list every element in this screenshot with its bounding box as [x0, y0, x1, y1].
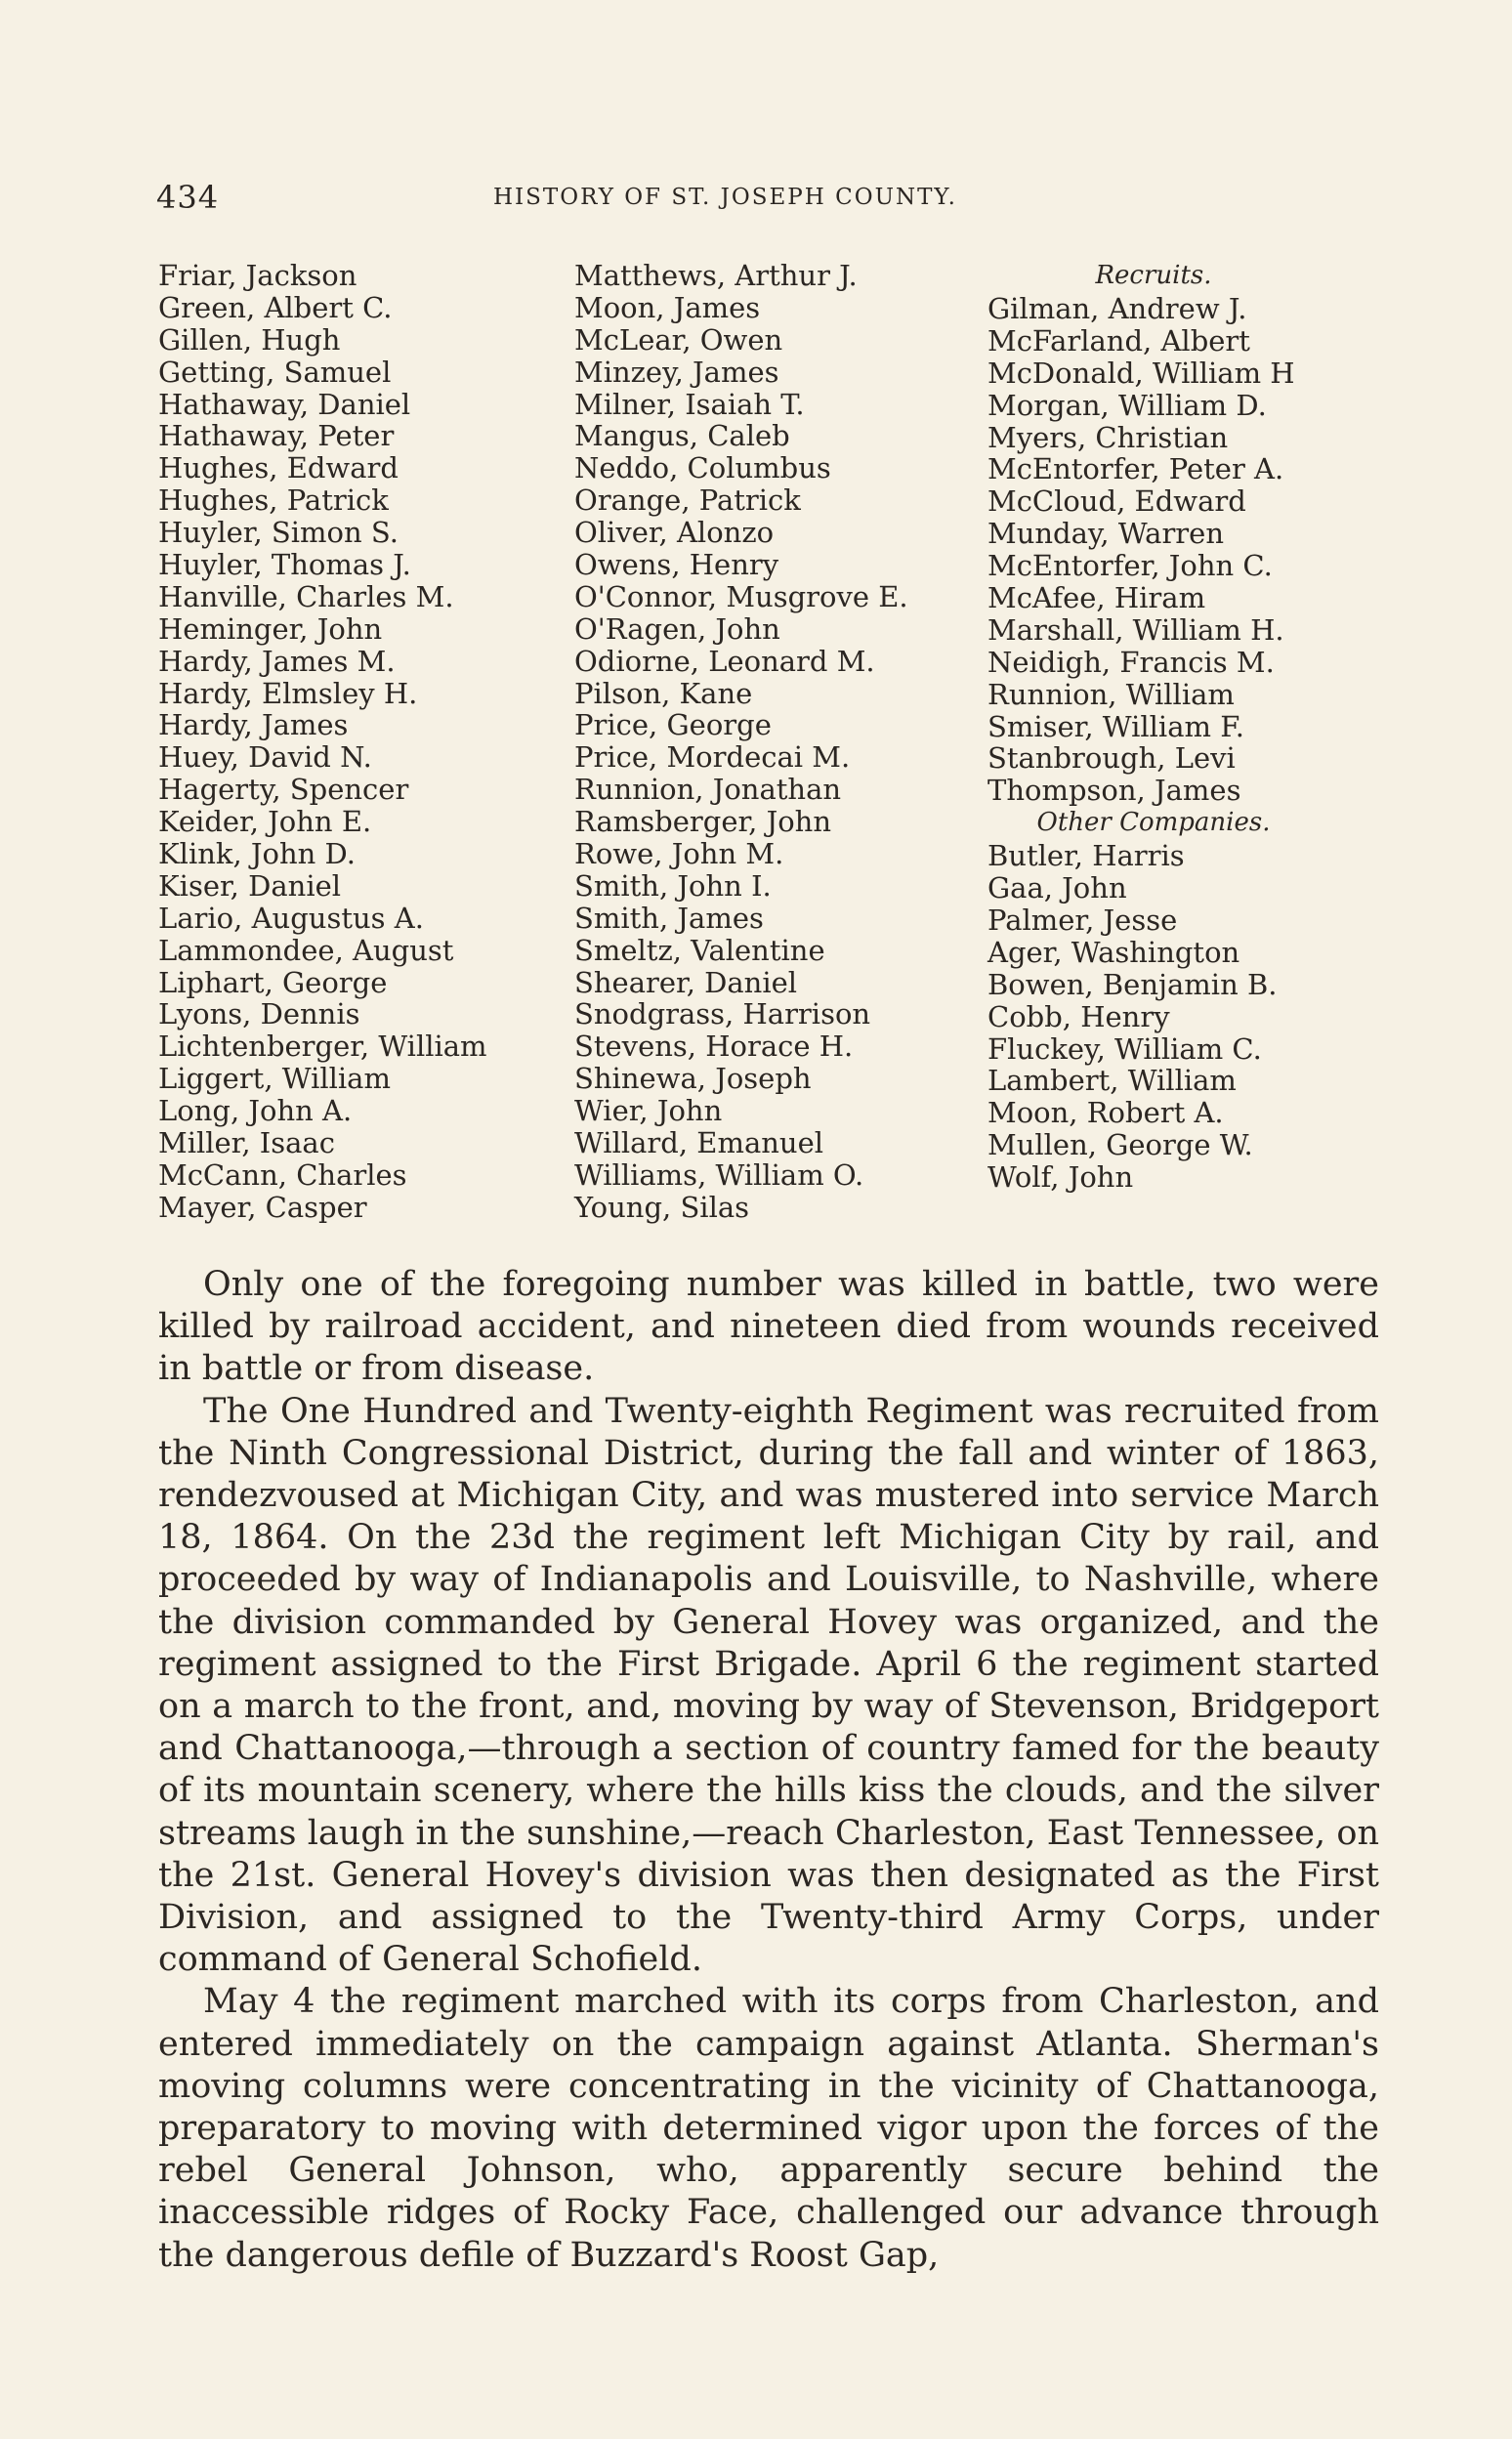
- roster-name: Minzey, James: [574, 355, 779, 389]
- roster-name: Matthews, Arthur J.: [574, 259, 858, 292]
- roster-name: Orange, Patrick: [574, 484, 801, 518]
- roster-name: Shinewa, Joseph: [574, 1062, 812, 1096]
- roster-name: McAfee, Hiram: [987, 581, 1206, 615]
- roster-name: Huey, David N.: [158, 740, 372, 775]
- roster-column-3: [987, 260, 1320, 1194]
- roster-name: Gillen, Hugh: [158, 322, 341, 357]
- roster-name: Morgan, William D.: [987, 388, 1267, 422]
- paragraph: Only one of the foregoing number was killed in battle, two were killed by railroad accident, and nineteen died from wounds received in battle or from disease.: [158, 1265, 1379, 1389]
- roster-name: Hardy, James: [158, 708, 349, 742]
- roster-name: Lammondee, August: [158, 933, 454, 967]
- roster-name: Cobb, Henry: [987, 999, 1170, 1033]
- roster-name: Fluckey, William C.: [987, 1031, 1262, 1066]
- roster-name: Hughes, Edward: [158, 451, 399, 485]
- roster-name: Mullen, George W.: [987, 1128, 1253, 1162]
- roster-name: Hardy, James M.: [158, 644, 396, 678]
- roster-name: McDonald, William H: [987, 356, 1295, 390]
- paragraph: May 4 the regiment marched with its corps from Charleston, and entered immediately on the campaign against Atlanta. Sherman's moving columns were concentrating in the vicinity of Chattanooga, preparatory to moving with determined vigor upon the forces of the rebel General Johnson, who, apparently secure behind the inaccessible ridges of Rocky Face, challenged our advance through the dangerous defile of Buzzard's Roost Gap,: [158, 1982, 1379, 2275]
- roster-name: Milner, Isaiah T.: [574, 387, 805, 421]
- roster-name: Miller, Isaac: [158, 1126, 335, 1160]
- paragraph: The One Hundred and Twenty-eighth Regiment was recruited from the Ninth Congressional District, during the fall and winter of 1863, rendezvoused at Michigan City, and was mustered into service March 18, 1864. On the 23d the regiment left Michigan City by rail, and proceeded by way of Indianapolis and Louisville, to Nashville, where the division commanded by General Hovey was organized, and the regiment assigned to the First Brigade. April 6 the regiment started on a march to the front, and, moving by way of Stevenson, Bridgeport and Chattanooga,—through a section of country famed for the beauty of its mountain scenery, where the hills kiss the clouds, and the silver streams laugh in the sunshine,—reach Charleston, East Tennessee, on the 21st. General Hovey's division was then designated as the First Division, and assigned to the Twenty-third Army Corps, under command of General Schofield.: [158, 1391, 1379, 1980]
- roster-name: Wier, John: [574, 1094, 723, 1128]
- roster-name: Williams, William O.: [574, 1157, 864, 1192]
- roster-name: Marshall, William H.: [987, 612, 1284, 647]
- roster-name: Lambert, William: [987, 1064, 1237, 1098]
- roster-name: Pilson, Kane: [574, 676, 753, 710]
- roster-column-1: [158, 260, 487, 1224]
- roster-name: Gaa, John: [987, 871, 1127, 905]
- roster-name: Getting, Samuel: [158, 355, 392, 389]
- roster-name: Butler, Harris: [987, 839, 1185, 873]
- roster-name: Hagerty, Spencer: [158, 773, 409, 807]
- other-companies-list: [987, 840, 1320, 1194]
- roster-name: Gilman, Andrew J.: [987, 292, 1247, 325]
- roster-name: Hughes, Patrick: [158, 484, 389, 518]
- roster-name: Liphart, George: [158, 965, 388, 999]
- roster-name: Palmer, Jesse: [987, 904, 1178, 938]
- roster-name: Keider, John E.: [158, 805, 372, 839]
- roster-name: Price, Mordecai M.: [574, 740, 851, 775]
- roster-name: Moon, James: [574, 290, 761, 324]
- running-title: HISTORY OF ST. JOSEPH COUNTY.: [493, 185, 957, 210]
- roster-name: Hardy, Elmsley H.: [158, 676, 418, 710]
- roster-name: Runnion, William: [987, 677, 1235, 711]
- roster-name: Snodgrass, Harrison: [574, 997, 871, 1031]
- roster-name: Hanville, Charles M.: [158, 579, 454, 613]
- roster-name: Young, Silas: [574, 1190, 750, 1224]
- recruits-list: [987, 293, 1320, 807]
- roster-name: Lyons, Dennis: [158, 997, 360, 1031]
- roster-column-2: [574, 260, 908, 1224]
- roster-name: Runnion, Jonathan: [574, 773, 842, 807]
- roster-name: Mangus, Caleb: [574, 419, 790, 453]
- roster-name: Heminger, John: [158, 611, 383, 646]
- roster-name: Klink, John D.: [158, 837, 356, 871]
- roster-name: Stanbrough, Levi: [987, 741, 1236, 776]
- roster-name: McCann, Charles: [158, 1157, 407, 1192]
- roster-name: McEntorfer, Peter A.: [987, 452, 1284, 486]
- roster-name: McEntorfer, John C.: [987, 549, 1273, 583]
- roster-name: Myers, Christian: [987, 420, 1229, 454]
- roster-name: Neidigh, Francis M.: [987, 645, 1275, 679]
- page-header: [156, 179, 1387, 218]
- roster-name: Long, John A.: [158, 1094, 353, 1128]
- roster-name: Smith, John I.: [574, 868, 772, 903]
- roster-name: Huyler, Thomas J.: [158, 548, 411, 582]
- roster-name: Lichtenberger, William: [158, 1030, 487, 1064]
- roster-name: McCloud, Edward: [987, 484, 1246, 519]
- roster-name: Wolf, John: [987, 1160, 1134, 1195]
- roster-name: Hathaway, Daniel: [158, 387, 411, 421]
- roster-name: Kiser, Daniel: [158, 868, 342, 903]
- roster-name: Oliver, Alonzo: [574, 516, 775, 550]
- roster-name: Moon, Robert A.: [987, 1096, 1224, 1130]
- roster-name: McFarland, Albert: [987, 323, 1250, 357]
- roster-name: Huyler, Simon S.: [158, 516, 399, 550]
- roster-name: Neddo, Columbus: [574, 451, 831, 485]
- roster-name: Shearer, Daniel: [574, 965, 798, 999]
- roster-name: Stevens, Horace H.: [574, 1030, 854, 1064]
- roster-name: O'Ragen, John: [574, 611, 780, 646]
- roster-name: Thompson, James: [987, 774, 1241, 808]
- narrative-text: [158, 1264, 1379, 2277]
- roster-name: Ager, Washington: [987, 935, 1240, 969]
- roster-name: Friar, Jackson: [158, 259, 357, 292]
- roster-name: Owens, Henry: [574, 548, 779, 582]
- roster-name: O'Connor, Musgrove E.: [574, 579, 908, 613]
- roster-name: Willard, Emanuel: [574, 1126, 824, 1160]
- roster-name: Smith, James: [574, 901, 764, 935]
- roster-name: Bowen, Benjamin B.: [987, 967, 1278, 1001]
- roster-name: Ramsberger, John: [574, 805, 832, 839]
- roster-name: Munday, Warren: [987, 517, 1225, 551]
- roster-name: McLear, Owen: [574, 322, 783, 357]
- roster-name: Smeltz, Valentine: [574, 933, 825, 967]
- roster-name: Smiser, William F.: [987, 709, 1245, 743]
- roster-name: Rowe, John M.: [574, 837, 784, 871]
- other-companies-heading: Other Companies.: [1036, 808, 1271, 838]
- roster-name: Green, Albert C.: [158, 290, 393, 324]
- recruits-heading: Recruits.: [1095, 261, 1212, 290]
- roster-name: Odiorne, Leonard M.: [574, 644, 875, 678]
- roster-name: Mayer, Casper: [158, 1190, 367, 1224]
- roster-name: Lario, Augustus A.: [158, 901, 424, 935]
- roster-name: Hathaway, Peter: [158, 419, 395, 453]
- page-number: 434: [156, 179, 220, 216]
- roster-name: Liggert, William: [158, 1062, 391, 1096]
- roster-name: Price, George: [574, 708, 772, 742]
